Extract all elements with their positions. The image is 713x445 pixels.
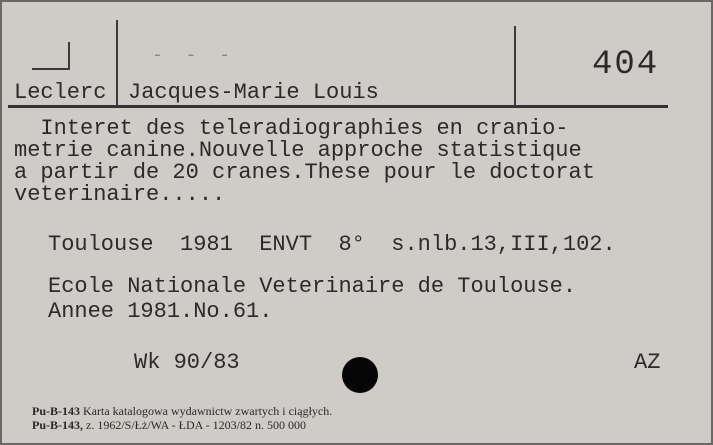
title-line: a partir de 20 cranes.These pour le doctorat: [14, 160, 595, 185]
column-rule-left: [116, 20, 118, 108]
title-line: veterinaire.....: [14, 182, 226, 207]
punch-hole: [342, 357, 378, 393]
imprint-line: Toulouse 1981 ENVT 8° s.nlb.13,III,102.: [48, 232, 616, 257]
inventory-number: Wk 90/83: [134, 350, 240, 375]
series-line-1: Ecole Nationale Veterinaire de Toulouse.: [48, 274, 577, 299]
footer-code: Pu-B-143: [32, 404, 80, 418]
author-surname: Leclerc: [14, 80, 107, 105]
title-block: [14, 118, 704, 206]
call-number: 404: [592, 46, 660, 84]
faint-heading-marks: - - -: [152, 46, 237, 66]
corner-mark: [32, 42, 70, 70]
column-rule-right: [514, 26, 516, 108]
footer-line-1: [32, 404, 332, 418]
card-footer: [32, 404, 332, 432]
footer-text: Karta katalogowa wydawnictw zwartych i ciągłych.: [83, 404, 333, 418]
signature-initials: AZ: [634, 350, 661, 375]
series-line-2: Annee 1981.No.61.: [48, 299, 273, 324]
footer-line-2: [32, 418, 332, 432]
title-line: metrie canine.Nouvelle approche statistique: [14, 138, 582, 163]
author-forenames: Jacques-Marie Louis: [128, 80, 379, 105]
heading-rule: [8, 105, 668, 108]
title-line: Interet des teleradiographies en cranio-: [14, 116, 569, 141]
footer-text: z. 1962/S/Łż/WA - ŁDA - 1203/82 n. 500 000: [86, 418, 306, 432]
footer-code: Pu-B-143,: [32, 418, 83, 432]
